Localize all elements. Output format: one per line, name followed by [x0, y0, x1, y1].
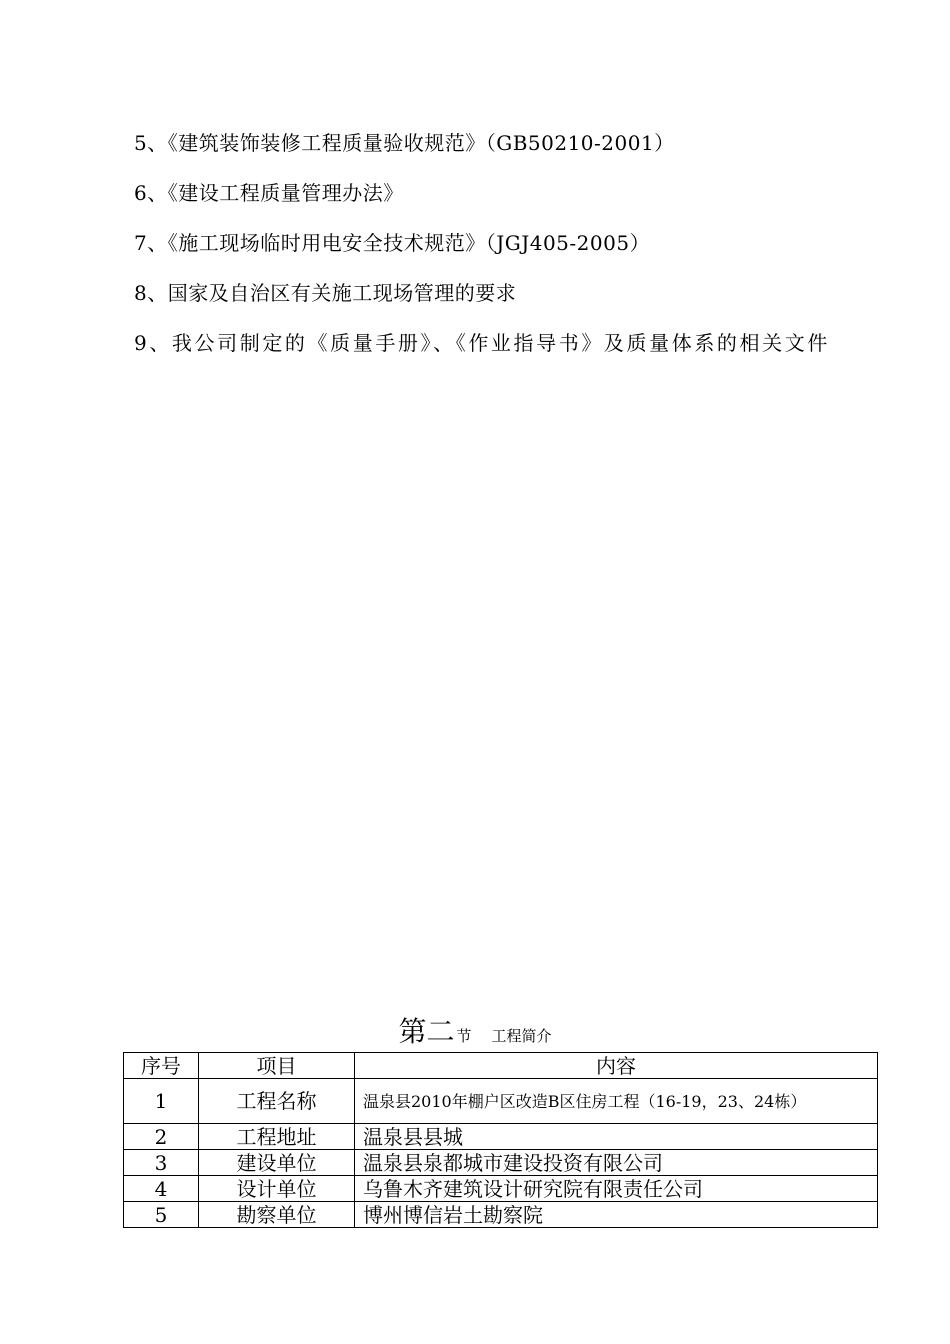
- row-no: 4: [124, 1176, 199, 1202]
- row-no: 3: [124, 1150, 199, 1176]
- row-content: 温泉县泉都城市建设投资有限公司: [355, 1150, 878, 1176]
- table-row: [124, 1079, 878, 1124]
- reference-item-8: 8、国家及自治区有关施工现场管理的要求: [134, 281, 517, 305]
- row-item: 勘察单位: [199, 1202, 355, 1228]
- section-number: 第二: [398, 1015, 455, 1048]
- row-content: 博州博信岩土勘察院: [355, 1202, 878, 1228]
- reference-item-6: 6、《建设工程质量管理办法》: [134, 181, 404, 205]
- section-unit: 节: [456, 1027, 472, 1045]
- reference-list: [92, 118, 862, 368]
- row-no: 5: [124, 1202, 199, 1228]
- row-content: 温泉县县城: [355, 1124, 878, 1150]
- header-no: 序号: [124, 1053, 199, 1079]
- row-no: 2: [124, 1124, 199, 1150]
- reference-item-7: 7、《施工现场临时用电安全技术规范》（JGJ405-2005）: [134, 231, 651, 255]
- header-content: 内容: [355, 1053, 878, 1079]
- section-heading: 工程简介: [491, 1027, 552, 1045]
- row-item: 工程地址: [199, 1124, 355, 1150]
- reference-item-5: 5、《建筑装饰装修工程质量验收规范》（GB50210-2001）: [134, 131, 675, 155]
- row-no: 1: [124, 1079, 199, 1124]
- row-content: 温泉县2010年棚户区改造B区住房工程（16-19，23、24栋）: [355, 1079, 878, 1124]
- row-item: 建设单位: [199, 1150, 355, 1176]
- table-row: [124, 1124, 878, 1150]
- table-row: [124, 1176, 878, 1202]
- table-row: [124, 1150, 878, 1176]
- project-info-table: [123, 1052, 878, 1228]
- header-item: 项目: [199, 1053, 355, 1079]
- reference-item-9: 9、我公司制定的《质量手册》、《作业指导书》及质量体系的相关文件: [134, 331, 830, 355]
- table-row: [124, 1202, 878, 1228]
- row-item: 设计单位: [199, 1176, 355, 1202]
- row-content: 乌鲁木齐建筑设计研究院有限责任公司: [355, 1176, 878, 1202]
- row-item: 工程名称: [199, 1079, 355, 1124]
- section-title: [0, 1010, 950, 1050]
- table-header-row: [124, 1053, 878, 1079]
